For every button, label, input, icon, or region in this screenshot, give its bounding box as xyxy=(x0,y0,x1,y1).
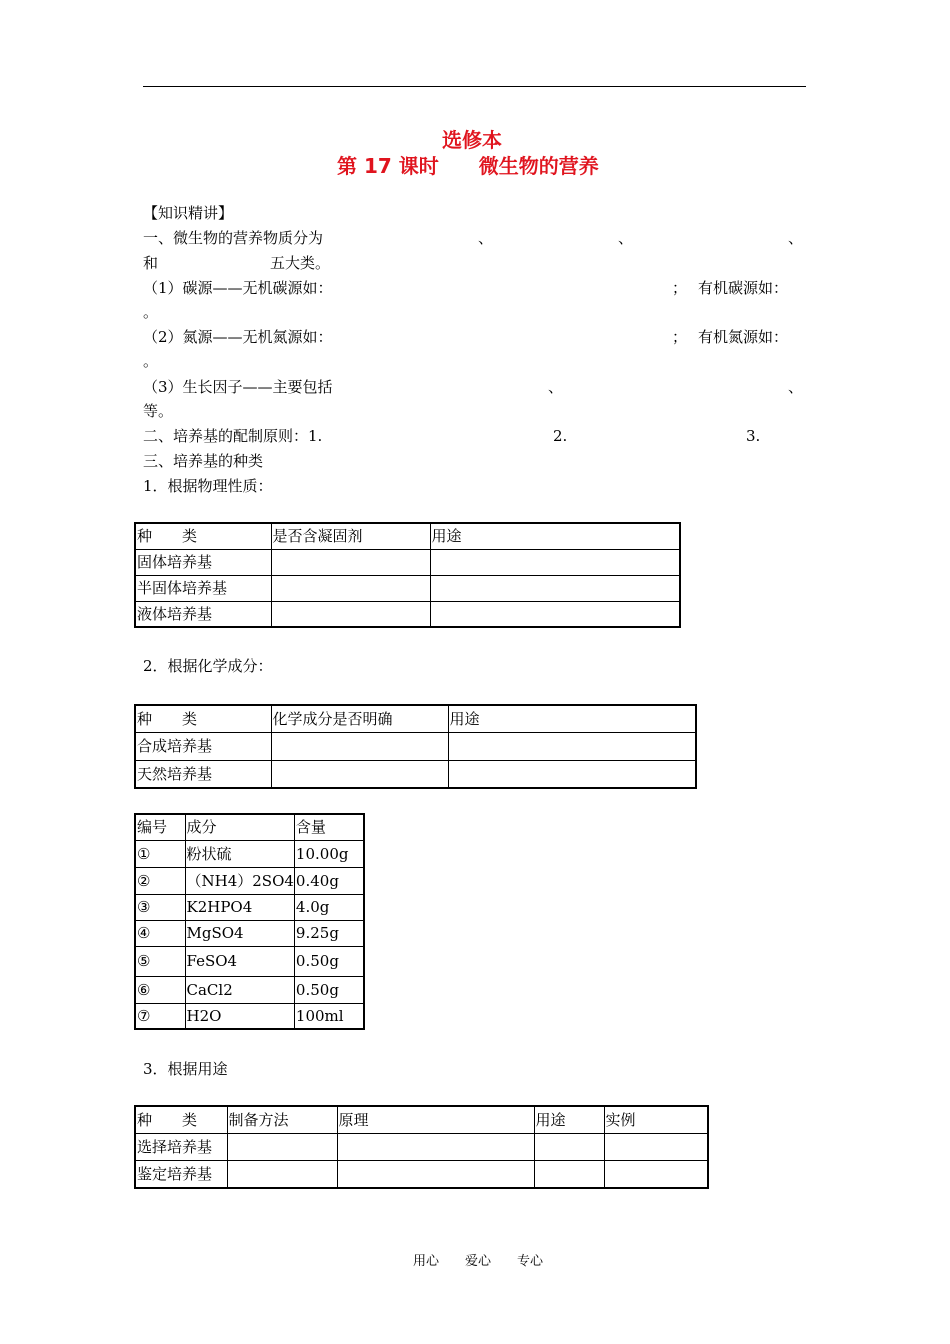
separator: 、 xyxy=(548,378,564,396)
table-header: 成分 xyxy=(185,814,294,840)
table-header: 化学成分是否明确 xyxy=(271,705,448,732)
table-cell xyxy=(271,760,448,788)
principle-2: 2. xyxy=(553,427,568,445)
table-cell: 0.50g xyxy=(294,976,364,1003)
chemical-heading: 2．根据化学成分： xyxy=(143,657,273,675)
table-cell: 4.0g xyxy=(294,894,364,920)
section-label: 【知识精讲】 xyxy=(143,204,234,222)
table-cell: ④ xyxy=(135,920,185,946)
nutrient-line-end: 五大类。 xyxy=(270,254,331,272)
table-header: 含量 xyxy=(294,814,364,840)
organic-nitrogen-label: 有机氮源如： xyxy=(698,328,789,346)
table-cell: ⑥ xyxy=(135,976,185,1003)
table-cell: 合成培养基 xyxy=(135,732,271,760)
period: 。 xyxy=(143,352,159,370)
table-cell xyxy=(604,1133,708,1160)
table-cell xyxy=(448,760,696,788)
table-header: 用途 xyxy=(430,523,680,549)
table-header: 种 类 xyxy=(135,705,271,732)
table-cell: CaCl2 xyxy=(185,976,294,1003)
table-header: 实例 xyxy=(604,1106,708,1133)
table-cell: ⑦ xyxy=(135,1003,185,1029)
table-cell xyxy=(430,575,680,601)
table-header: 原理 xyxy=(337,1106,534,1133)
nitrogen-source-line: （2）氮源——无机氮源如： xyxy=(143,328,333,346)
table-cell xyxy=(271,732,448,760)
table-cell: 鉴定培养基 xyxy=(135,1160,227,1188)
page-footer: 用心 爱心 专心 xyxy=(413,1254,544,1269)
usage-heading: 3．根据用途 xyxy=(143,1060,228,1078)
etc-line: 等。 xyxy=(143,402,174,420)
separator: 、 xyxy=(788,229,804,247)
types-heading: 三、培养基的种类 xyxy=(143,452,264,470)
table-cell: 天然培养基 xyxy=(135,760,271,788)
table-cell: K2HPO4 xyxy=(185,894,294,920)
table-cell: 液体培养基 xyxy=(135,601,271,627)
carbon-source-line: （1）碳源——无机碳源如： xyxy=(143,279,333,297)
header-rule xyxy=(143,86,806,87)
table-header: 用途 xyxy=(534,1106,604,1133)
table-cell xyxy=(337,1160,534,1188)
nutrient-line-and: 和 xyxy=(143,254,159,272)
table-header: 制备方法 xyxy=(227,1106,337,1133)
table-cell xyxy=(271,575,430,601)
table-cell: MgSO4 xyxy=(185,920,294,946)
table-cell xyxy=(271,549,430,575)
table-cell: H2O xyxy=(185,1003,294,1029)
separator: ； xyxy=(672,328,688,346)
table-cell: 9.25g xyxy=(294,920,364,946)
table-cell xyxy=(227,1133,337,1160)
table-cell: ① xyxy=(135,840,185,867)
nutrient-line: 一、微生物的营养物质分为 xyxy=(143,229,324,247)
table-cell xyxy=(337,1133,534,1160)
table-cell: ⑤ xyxy=(135,946,185,976)
table-cell: （NH4）2SO4 xyxy=(185,867,294,894)
table-cell: 粉状硫 xyxy=(185,840,294,867)
usage-table xyxy=(134,1105,709,1189)
table-cell xyxy=(448,732,696,760)
lesson-title: 第 17 课时 微生物的营养 xyxy=(337,154,599,178)
period: 。 xyxy=(143,303,159,321)
table-cell: 10.00g xyxy=(294,840,364,867)
principle-3: 3. xyxy=(746,427,761,445)
table-cell xyxy=(430,601,680,627)
table-cell xyxy=(534,1133,604,1160)
page-title: 选修本 xyxy=(442,128,502,152)
separator: 、 xyxy=(788,378,804,396)
table-cell xyxy=(227,1160,337,1188)
separator: ； xyxy=(672,279,688,297)
table-cell: 选择培养基 xyxy=(135,1133,227,1160)
principle-line: 二、培养基的配制原则：1. xyxy=(143,427,323,445)
table-cell: 0.40g xyxy=(294,867,364,894)
table-cell: FeSO4 xyxy=(185,946,294,976)
table-cell: ③ xyxy=(135,894,185,920)
table-header: 种 类 xyxy=(135,523,271,549)
table-cell xyxy=(534,1160,604,1188)
table-cell xyxy=(430,549,680,575)
growth-factor-line: （3）生长因子——主要包括 xyxy=(143,378,333,396)
table-cell: 固体培养基 xyxy=(135,549,271,575)
table-cell: 半固体培养基 xyxy=(135,575,271,601)
physical-heading: 1．根据物理性质： xyxy=(143,477,273,495)
ingredient-table xyxy=(134,813,365,1030)
organic-carbon-label: 有机碳源如： xyxy=(698,279,789,297)
table-header: 种 类 xyxy=(135,1106,227,1133)
table-cell: ② xyxy=(135,867,185,894)
table-cell xyxy=(271,601,430,627)
separator: 、 xyxy=(618,229,634,247)
table-header: 编号 xyxy=(135,814,185,840)
table-header: 用途 xyxy=(448,705,696,732)
table-cell: 100ml xyxy=(294,1003,364,1029)
table-cell: 0.50g xyxy=(294,946,364,976)
chemical-composition-table xyxy=(134,704,697,789)
table-header: 是否含凝固剂 xyxy=(271,523,430,549)
table-cell xyxy=(604,1160,708,1188)
physical-property-table xyxy=(134,522,681,628)
separator: 、 xyxy=(478,229,494,247)
